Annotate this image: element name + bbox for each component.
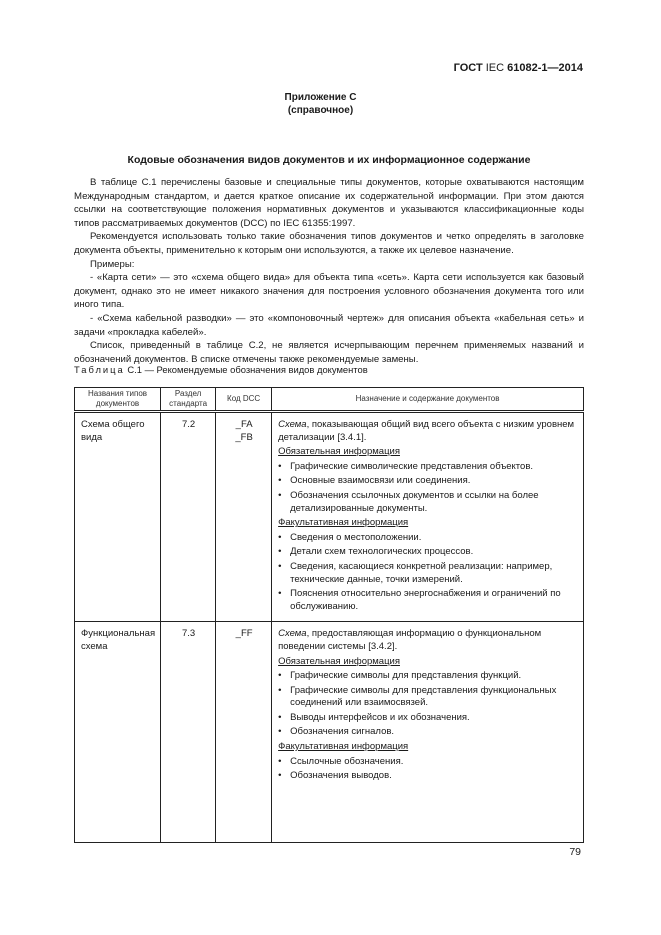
list-item: • Ссылочные обозначения. bbox=[278, 756, 578, 769]
dcc-code bbox=[216, 412, 272, 622]
appendix-type: (справочное) bbox=[287, 105, 354, 116]
col-header: Названия типов документов bbox=[75, 388, 161, 412]
section-number: 7.3 bbox=[161, 622, 216, 843]
standard-number: 61082-1—2014 bbox=[507, 62, 583, 74]
intro bbox=[278, 628, 578, 653]
optional-label: Факультативная информация bbox=[278, 741, 409, 753]
optional-label: Факультативная информация bbox=[278, 517, 409, 529]
paragraph: Список, приведенный в таблице С.2, не является исчерпывающим перечнем применяемых названий и обозначений документов. В списке отмечены также рекомендуемые замены. bbox=[74, 340, 584, 365]
mandatory-label: Обязательная информация bbox=[278, 446, 400, 458]
list-item: • Сведения о местоположении. bbox=[278, 532, 578, 545]
paragraph: Примеры: bbox=[90, 258, 135, 270]
caption-text: С.1 — Рекомендуемые обозначения видов документов bbox=[127, 364, 368, 375]
intro-text: , показывающая общий вид всего объекта с низким уровнем детализации [3.4.1]. bbox=[278, 419, 575, 443]
intro-term: Схема bbox=[278, 628, 307, 640]
paragraph: Рекомендуется использовать только такие обозначения типов документов и четко определять в заголовке документа объекты, применительно к которым они используются, а также их целевое назначение. bbox=[74, 231, 584, 256]
paragraph: В таблице С.1 перечислены базовые и специальные типы документов, которые охватываются настоящим Международным стандартом, и дается краткое описание их содержательной информации. При этом даются ссылки на соответствующие положения нормативных документов и указываются классификационные коды типов рассматриваемых документов (DCC) по IEC 61355:1997. bbox=[74, 177, 584, 229]
page-number: 79 bbox=[569, 846, 581, 858]
description bbox=[272, 622, 584, 843]
doc-type-name: Схема общего вида bbox=[75, 412, 161, 622]
appendix-title bbox=[0, 91, 661, 117]
mandatory-label: Обязательная информация bbox=[278, 655, 400, 667]
caption-prefix: Таблица bbox=[74, 364, 125, 375]
col-header: Раздел стандарта bbox=[161, 388, 216, 412]
section-number: 7.2 bbox=[161, 412, 216, 622]
dcc-code-1: _FF bbox=[235, 628, 253, 640]
standard-org: IEC bbox=[485, 62, 505, 74]
list-item: • Сведения, касающиеся конкретной реализации: например, технические данные, точки измерений. bbox=[278, 561, 578, 586]
paragraph: - «Схема кабельной разводки» — это «компоновочный чертеж» для описания объекта «кабельная сеть» и задачи «прокладка кабелей». bbox=[74, 312, 584, 338]
list-item: • Обозначения сигналов. bbox=[278, 726, 578, 739]
appendix-label: Приложение С bbox=[284, 92, 357, 103]
section-heading: Кодовые обозначения видов документов и их информационное содержание bbox=[127, 154, 531, 166]
dcc-code-2: _FB bbox=[235, 431, 253, 443]
document-types-table bbox=[74, 387, 584, 843]
table-row bbox=[75, 412, 584, 622]
body-text bbox=[74, 176, 584, 366]
table-row bbox=[75, 622, 584, 843]
intro bbox=[278, 419, 578, 444]
standard-prefix: ГОСТ bbox=[453, 62, 483, 74]
dcc-code-1: _FA bbox=[235, 419, 253, 430]
intro-term: Схема bbox=[278, 419, 307, 430]
list-item: • Выводы интерфейсов и их обозначения. bbox=[278, 712, 578, 725]
table-header-row bbox=[75, 388, 584, 412]
col-header: Назначение и содержание документов bbox=[272, 388, 584, 412]
list-item: • Графические символы для представления функциональных соединений или взаимосвязей. bbox=[278, 685, 578, 710]
table-caption bbox=[74, 364, 368, 375]
paragraph: - «Карта сети» — это «схема общего вида» для объекта типа «сеть». Карта сети используется как базовый документ, однако это не имеет никакого значения для построения условного обозначения документа того или иного типа. bbox=[74, 272, 584, 311]
list-item: • Графические символические представления объектов. bbox=[278, 461, 578, 474]
list-item: • Обозначения ссылочных документов и ссылки на более детализированные документы. bbox=[278, 490, 578, 515]
list-item: • Обозначения выводов. bbox=[278, 770, 578, 783]
dcc-code bbox=[216, 622, 272, 843]
list-item: • Графические символы для представления функций. bbox=[278, 670, 578, 683]
intro-text: , предоставляющая информацию о функциональном поведении системы [3.4.2]. bbox=[278, 628, 542, 652]
list-item: • Детали схем технологических процессов. bbox=[278, 546, 578, 559]
col-header: Код DCC bbox=[216, 388, 272, 412]
doc-type-name: Функциональная схема bbox=[75, 622, 161, 843]
description bbox=[272, 412, 584, 622]
list-item: • Основные взаимосвязи или соединения. bbox=[278, 475, 578, 488]
document-header bbox=[454, 62, 583, 74]
list-item: • Пояснения относительно энергоснабжения и ограничений по обслуживанию. bbox=[278, 588, 578, 613]
